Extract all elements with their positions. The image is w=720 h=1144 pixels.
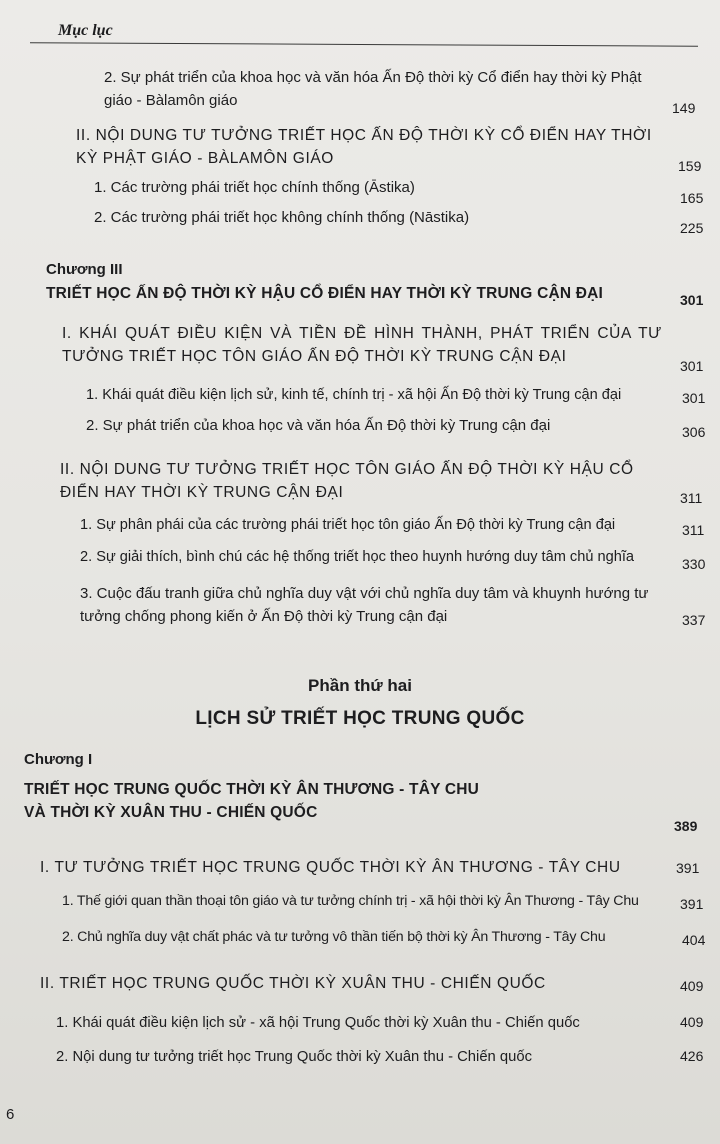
toc-section: II. NỘI DUNG TƯ TƯỞNG TRIẾT HỌC ẤN ĐỘ THỜI KỲ CỔ ĐIỂN HAY THỜI KỲ PHẬT GIÁO - BÀLAMÔN GIÁO	[76, 127, 652, 167]
toc-page-number: 311	[680, 490, 703, 506]
toc-page-number: 391	[680, 896, 704, 912]
toc-entry: 2. Nội dung tư tưởng triết học Trung Quốc thời kỳ Xuân thu - Chiến quốc	[56, 1049, 532, 1065]
toc-page-number: 404	[682, 932, 706, 948]
toc-page-number: 391	[676, 860, 700, 876]
toc-page-number: 426	[680, 1048, 704, 1064]
toc-page-number: 409	[680, 1014, 704, 1030]
folio-page-number: 6	[6, 1106, 15, 1123]
toc-page-number: 301	[682, 390, 706, 406]
header-rule	[30, 42, 698, 46]
part-label: Phần thứ hai	[308, 676, 412, 695]
toc-entry: 2. Các trường phái triết học không chính thống (Nāstika)	[94, 209, 470, 226]
toc-entry: 1. Khái quát điều kiện lịch sử - xã hội Trung Quốc thời kỳ Xuân thu - Chiến quốc	[56, 1015, 580, 1031]
toc-page-number: 337	[682, 612, 706, 628]
toc-page-number: 301	[680, 358, 704, 374]
toc-entry: 1. Các trường phái triết học chính thống (Āstika)	[94, 179, 415, 196]
toc-page-number: 389	[674, 818, 698, 834]
toc-page-number: 330	[682, 556, 706, 572]
toc-entry: 2. Sự phát triển của khoa học và văn hóa Ấn Độ thời kỳ Trung cận đại	[86, 417, 551, 434]
toc-page-number: 306	[682, 424, 706, 440]
toc-page-number: 149	[672, 100, 696, 116]
toc-section: II. TRIẾT HỌC TRUNG QUỐC THỜI KỲ XUÂN THU - CHIẾN QUỐC	[40, 975, 546, 992]
chapter-label: Chương I	[24, 751, 93, 768]
toc-entry: 3. Cuộc đấu tranh giữa chủ nghĩa duy vật với chủ nghĩa duy tâm và khuynh hướng tư tưởng chống phong kiến ở Ấn Độ thời kỳ Trung cận đại	[80, 585, 649, 625]
toc-page-number: 311	[682, 522, 705, 538]
chapter-title: TRIẾT HỌC TRUNG QUỐC THỜI KỲ ÂN THƯƠNG - TÂY CHU VÀ THỜI KỲ XUÂN THU - CHIẾN QUỐC	[24, 781, 480, 821]
chapter-title: TRIẾT HỌC ẤN ĐỘ THỜI KỲ HẬU CỔ ĐIỂN HAY THỜI KỲ TRUNG CẬN ĐẠI	[46, 285, 604, 302]
toc-entry: 2. Sự phát triển của khoa học và văn hóa Ấn Độ thời kỳ Cổ điển hay thời kỳ Phật giáo - Bàlamôn giáo	[104, 69, 642, 109]
chapter-label: Chương III	[46, 261, 123, 278]
toc-page-number: 225	[680, 220, 704, 236]
toc-page-number: 409	[680, 978, 704, 994]
toc-page-number: 165	[680, 190, 704, 206]
toc-page-number: 301	[680, 292, 704, 308]
toc-entry: 1. Khái quát điều kiện lịch sử, kinh tế, chính trị - xã hội Ấn Độ thời kỳ Trung cận đại	[86, 387, 622, 403]
toc-section: I. KHÁI QUÁT ĐIỀU KIỆN VÀ TIỀN ĐỀ HÌNH THÀNH, PHÁT TRIỂN CỦA TƯ TƯỞNG TRIẾT HỌC TÔN GIÁO ẤN ĐỘ THỜI KỲ TRUNG CẬN ĐẠI	[62, 325, 662, 365]
toc-section: II. NỘI DUNG TƯ TƯỞNG TRIẾT HỌC TÔN GIÁO ẤN ĐỘ THỜI KỲ HẬU CỔ ĐIỂN HAY THỜI KỲ TRUNG CẬN ĐẠI	[60, 461, 634, 501]
running-header: Mục lục	[58, 22, 113, 39]
toc-entry: 2. Chủ nghĩa duy vật chất phác và tư tưởng vô thần tiến bộ thời kỳ Ân Thương - Tây Chu	[62, 929, 606, 945]
toc-entry: 1. Thế giới quan thần thoại tôn giáo và tư tưởng chính trị - xã hội thời kỳ Ân Thương - Tây Chu	[62, 893, 639, 909]
toc-entry: 2. Sự giải thích, bình chú các hệ thống triết học theo huynh hướng duy tâm chủ nghĩa	[80, 549, 635, 565]
toc-page-number: 159	[678, 158, 702, 174]
toc-section: I. TƯ TƯỞNG TRIẾT HỌC TRUNG QUỐC THỜI KỲ ÂN THƯƠNG - TÂY CHU	[40, 859, 621, 876]
part-title: LỊCH SỬ TRIẾT HỌC TRUNG QUỐC	[195, 708, 525, 729]
toc-entry: 1. Sự phân phái của các trường phái triết học tôn giáo Ấn Độ thời kỳ Trung cận đại	[80, 517, 616, 533]
